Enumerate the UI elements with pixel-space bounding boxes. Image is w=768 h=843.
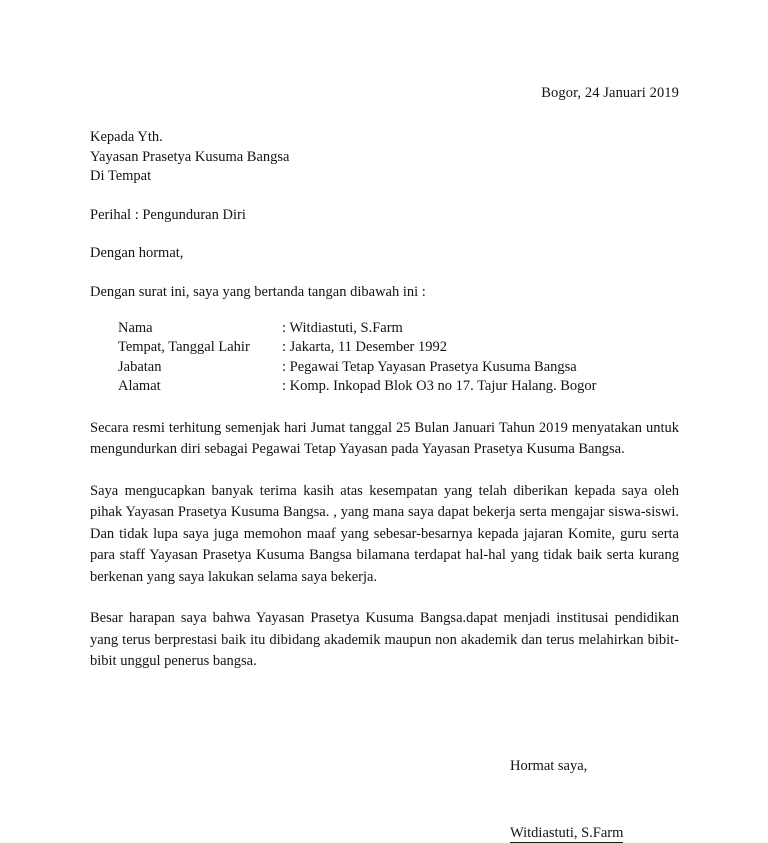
detail-label-jabatan: Jabatan — [118, 358, 162, 375]
signature-name — [90, 824, 679, 843]
detail-value-alamat: : Komp. Inkopad Blok O3 no 17. Tajur Halang. Bogor — [282, 377, 596, 397]
intro-line: Dengan surat ini, saya yang bertanda tangan dibawah ini : — [90, 283, 426, 300]
signature-space — [90, 776, 679, 824]
salutation: Dengan hormat, — [90, 244, 184, 261]
table-row — [118, 338, 596, 358]
detail-value-tempat-tanggal-lahir: : Jakarta, 11 Desember 1992 — [282, 338, 596, 358]
subject-line: Perihal : Pengunduran Diri — [90, 206, 246, 223]
body-paragraph-3: Besar harapan saya bahwa Yayasan Prasetya Kusuma Bangsa.dapat menjadi institusai pendidikan yang terus berprestasi baik itu dibidang akademik maupun non akademik dan terus melahirkan bibit-bibit unggul penerus bangsa. — [90, 610, 679, 669]
table-row — [118, 319, 596, 339]
signature-name-text: Witdiastuti, S.Farm — [510, 824, 624, 841]
detail-label-alamat: Alamat — [118, 378, 161, 394]
detail-value-jabatan: : Pegawai Tetap Yayasan Prasetya Kusuma Bangsa — [282, 358, 596, 378]
addressee-line-2: Yayasan Prasetya Kusuma Bangsa — [90, 148, 290, 165]
body-paragraph-2: Saya mengucapkan banyak terima kasih atas kesempatan yang telah diberikan kepada saya oleh pihak Yayasan Prasetya Kusuma Bangsa. , yang mana saya dapat bekerja serta mengajar siswa-siswi. Dan tidak lupa saya juga memohon maaf yang sebesar-besarnya kepada jajaran Komite, guru serta para staff Yayasan Prasetya Kusuma Bangsa bilamana terdapat hal-hal yang tidak baik serta kurang berkenan yang saya lakukan selama saya bekerja. — [90, 482, 679, 585]
addressee-line-3: Di Tempat — [90, 168, 152, 184]
addressee-line-1: Kepada Yth. — [90, 129, 163, 145]
detail-label-nama: Nama — [118, 319, 153, 336]
personal-details-table — [118, 319, 596, 397]
table-row — [118, 377, 596, 397]
addressee-block — [90, 128, 679, 187]
closing-line: Hormat saya, — [510, 757, 588, 774]
table-row — [118, 358, 596, 378]
letter-body — [90, 0, 679, 843]
date-line: Bogor, 24 Januari 2019 — [541, 85, 679, 101]
detail-label-tempat-tanggal-lahir: Tempat, Tanggal Lahir — [118, 339, 250, 355]
body-paragraph-1: Secara resmi terhitung semenjak hari Jumat tanggal 25 Bulan Januari Tahun 2019 menyatakan untuk mengundurkan diri sebagai Pegawai Tetap Yayasan pada Yayasan Prasetya Kusuma Bangsa. — [90, 419, 679, 457]
detail-value-nama: : Witdiastuti, S.Farm — [282, 319, 596, 339]
